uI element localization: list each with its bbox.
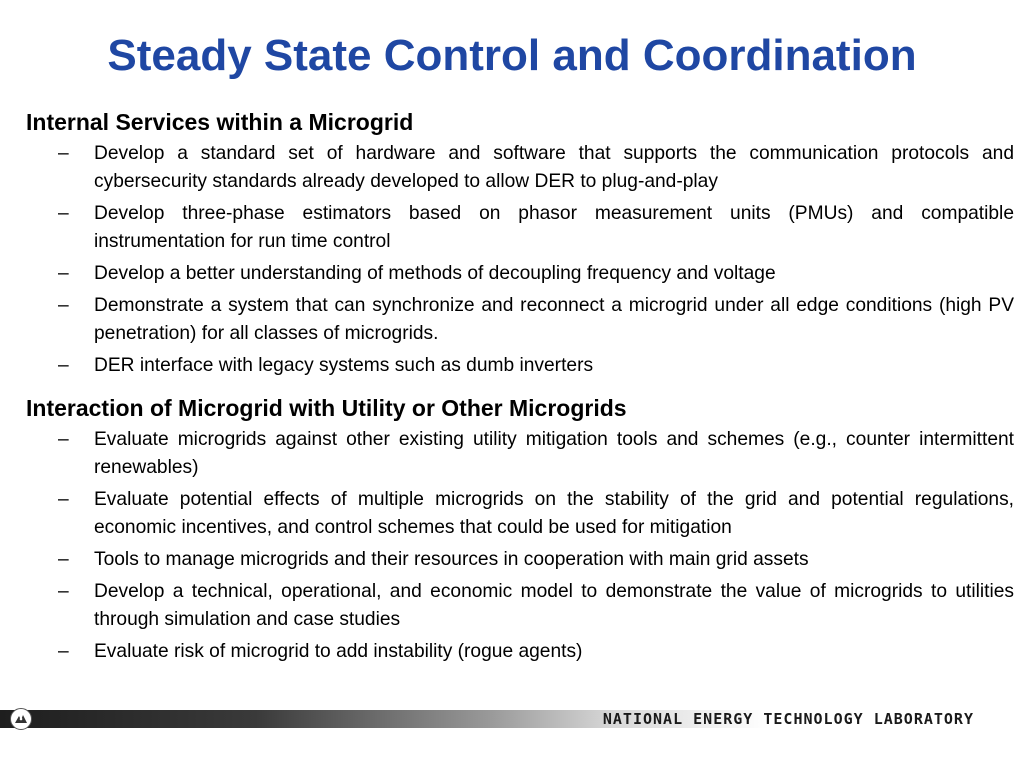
list-item — [26, 292, 1014, 348]
bullet-dash: – — [58, 263, 69, 284]
bullet-dash: – — [58, 429, 69, 450]
list-item — [26, 426, 1014, 482]
section-utility-interaction — [26, 392, 1014, 666]
list-item-text: DER interface with legacy systems such as dumb inverters — [94, 355, 594, 376]
bullet-dash: – — [58, 641, 69, 662]
list-item-text: Demonstrate a system that can synchronize and reconnect a microgrid under all edge conditions (high PV penetration) for all classes of microgrids. — [94, 295, 1014, 344]
section-heading: Interaction of Microgrid with Utility or Other Microgrids — [26, 395, 627, 421]
bullet-dash: – — [58, 295, 69, 316]
bullet-dash: – — [58, 489, 69, 510]
list-item — [26, 486, 1014, 542]
doe-seal-icon — [10, 708, 32, 730]
list-item-text: Evaluate risk of microgrid to add instability (rogue agents) — [94, 641, 583, 662]
section-internal-services — [26, 106, 1014, 380]
list-item — [26, 140, 1014, 196]
list-item — [26, 352, 1014, 380]
list-item-text: Develop a technical, operational, and economic model to demonstrate the value of microgrids to utilities through simulation and case studies — [94, 581, 1014, 630]
bullet-dash: – — [58, 143, 69, 164]
list-item — [26, 578, 1014, 634]
list-item-text: Evaluate potential effects of multiple microgrids on the stability of the grid and potential regulations, economic incentives, and control schemes that could be used for mitigation — [94, 489, 1014, 538]
list-item-text: Tools to manage microgrids and their resources in cooperation with main grid assets — [94, 549, 809, 570]
bullet-dash: – — [58, 581, 69, 602]
list-item-text: Develop a better understanding of methods of decoupling frequency and voltage — [94, 263, 776, 284]
section-heading: Internal Services within a Microgrid — [26, 109, 414, 135]
bullet-dash: – — [58, 355, 69, 376]
bullet-dash: – — [58, 203, 69, 224]
list-item — [26, 546, 1014, 574]
list-item — [26, 638, 1014, 666]
footer-organization-name: NATIONAL ENERGY TECHNOLOGY LABORATORY — [602, 710, 974, 728]
slide-content — [26, 106, 1014, 670]
list-item — [26, 200, 1014, 256]
list-item-text: Develop three-phase estimators based on phasor measurement units (PMUs) and compatible instrumentation for run time control — [94, 203, 1014, 252]
slide-title: Steady State Control and Coordination — [107, 31, 917, 80]
bullet-list — [26, 140, 1014, 380]
list-item — [26, 260, 1014, 288]
bullet-list — [26, 426, 1014, 666]
list-item-text: Evaluate microgrids against other existing utility mitigation tools and schemes (e.g., counter intermittent renewables) — [94, 429, 1014, 478]
list-item-text: Develop a standard set of hardware and software that supports the communication protocols and cybersecurity standards already developed to allow DER to plug-and-play — [94, 143, 1014, 192]
bullet-dash: – — [58, 549, 69, 570]
